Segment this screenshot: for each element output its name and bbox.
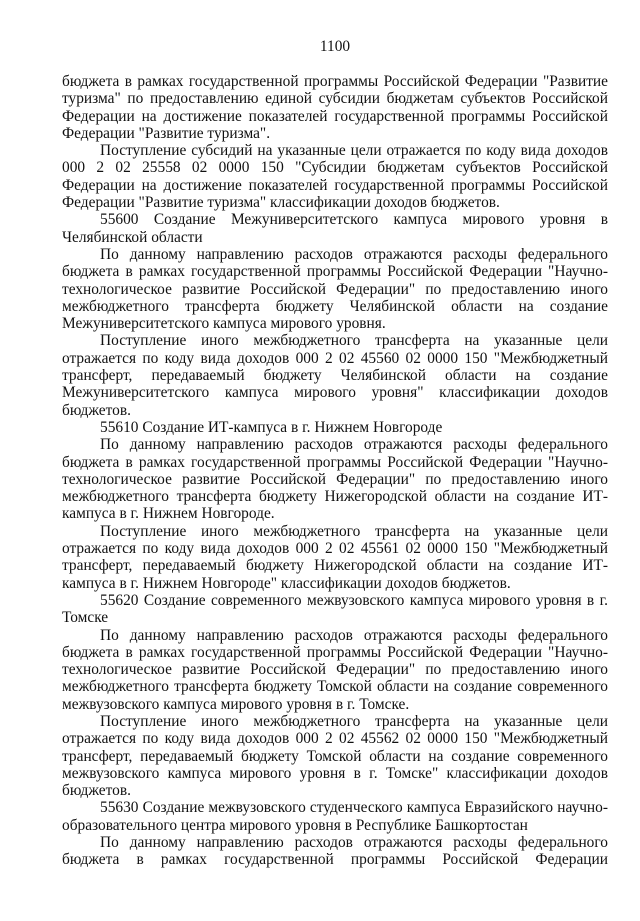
page-number: 1100	[319, 38, 351, 55]
section-heading-55610: 55610 Создание ИТ-кампуса в г. Нижнем Новгороде	[100, 418, 443, 436]
paragraph-revenue-45562: Поступление иного межбюджетного трансферта на указанные цели отражается по коду вида доходов 000 2 02 45562 02 0000 150 "Межбюджетный трансферт, передаваемый бюджету Томской области на создание современного межвузовского кампуса мирового уровня в г. Томске" классификации доходов бюджетов.	[62, 712, 608, 800]
paragraph-tourism-continuation: бюджета в рамках государственной программы Российской Федерации "Развитие туризма" по предоставлению единой субсидии бюджетам субъектов Российской Федерации на достижение показателей государственной программы Российской Федерации "Развитие туризма".	[62, 73, 608, 142]
paragraph-expenses-55620: По данному направлению расходов отражаются расходы федерального бюджета в рамках государственной программы Российской Федерации "Научно-технологическое развитие Российской Федерации" по предоставлению иного межбюджетного трансферта бюджету Томской области на создание современного межвузовского кампуса мирового уровня в г. Томске.	[62, 626, 608, 713]
paragraph-revenue-45560: Поступление иного межбюджетного трансферта на указанные цели отражается по коду вида доходов 000 2 02 45560 02 0000 150 "Межбюджетный трансферт, передаваемый бюджету Челябинской области на создание Межуниверситетского кампуса мирового уровня" классификации доходов бюджетов.	[62, 332, 608, 419]
document-page	[62, 0, 608, 921]
paragraph-expenses-55600: По данному направлению расходов отражаются расходы федерального бюджета в рамках государственной программы Российской Федерации "Научно-технологическое развитие Российской Федерации" по предоставлению иного межбюджетного трансферта бюджету Челябинской области на создание Межуниверситетского кампуса мирового уровня.	[62, 245, 608, 333]
section-heading-55620: 55620 Создание современного межвузовского кампуса мирового уровня в г. Томске	[62, 591, 608, 627]
paragraph-revenue-45561: Поступление иного межбюджетного трансферта на указанные цели отражается по коду вида доходов 000 2 02 45561 02 0000 150 "Межбюджетный трансферт, передаваемый бюджету Нижегородской области на создание ИТ-кампуса в г. Нижнем Новгороде" классификации доходов бюджетов.	[62, 522, 608, 592]
paragraph-revenue-25558: Поступление субсидий на указанные цели отражается по коду вида доходов 000 2 02 25558 02 0000 150 "Субсидии бюджетам субъектов Российской Федерации на достижение показателей государственной программы Российской Федерации "Развитие туризма" классификации доходов бюджетов.	[62, 142, 608, 212]
paragraph-expenses-55610: По данному направлению расходов отражаются расходы федерального бюджета в рамках государственной программы Российской Федерации "Научно-технологическое развитие Российской Федерации" по предоставлению иного межбюджетного трансферта бюджету Нижегородской области на создание ИТ-кампуса в г. Нижнем Новгороде.	[62, 436, 608, 523]
paragraph-expenses-55630: По данному направлению расходов отражаются расходы федерального бюджета в рамках государственной программы Российской Федерации	[62, 834, 608, 869]
section-heading-55600: 55600 Создание Межуниверситетского кампуса мирового уровня в Челябинской области	[62, 211, 608, 246]
section-heading-55630: 55630 Создание межвузовского студенческого кампуса Евразийского научно-образовательного центра мирового уровня в Республике Башкортостан	[62, 799, 608, 834]
document-body	[62, 73, 608, 869]
